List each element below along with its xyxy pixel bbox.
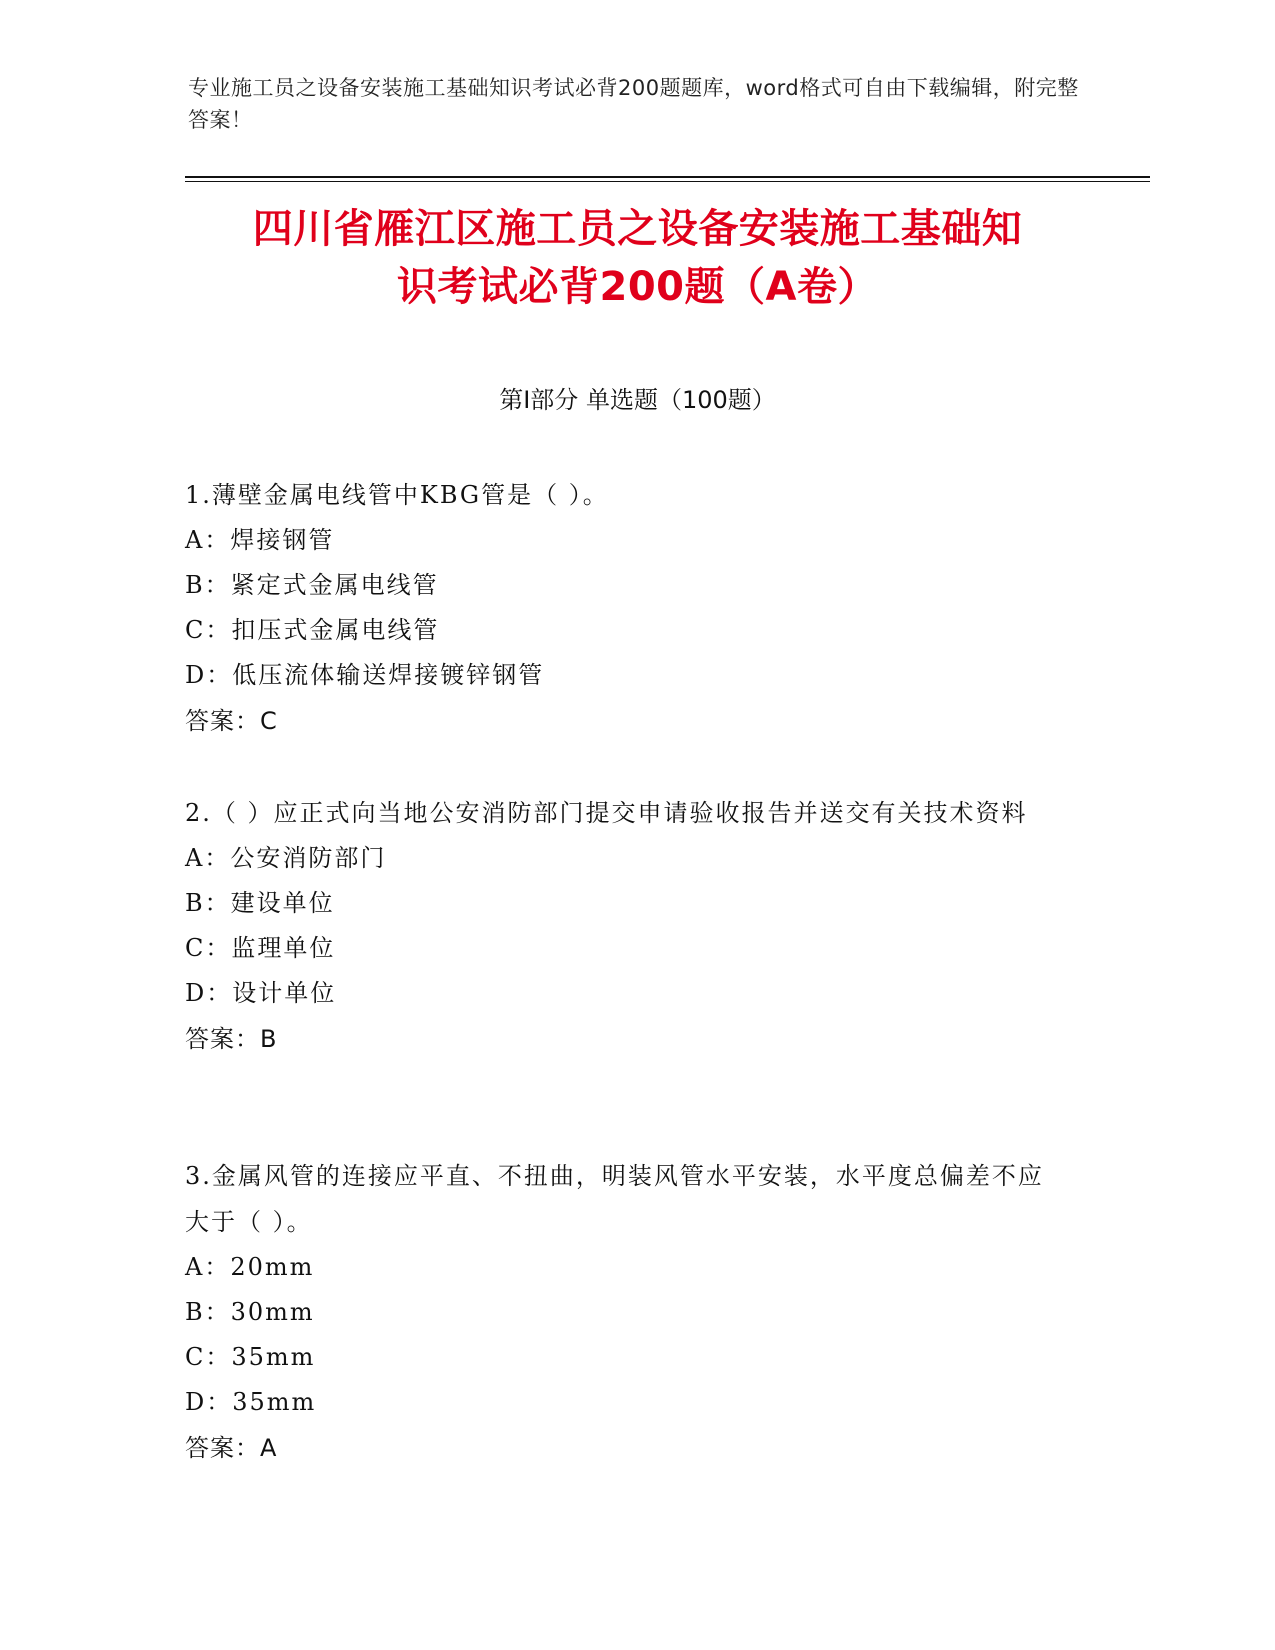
option-b: B：建设单位 xyxy=(185,889,335,917)
option-c: C：35mm xyxy=(185,1343,316,1371)
option-a: A：焊接钢管 xyxy=(185,526,335,554)
option-d: D：低压流体输送焊接镀锌钢管 xyxy=(185,661,545,689)
option-b: B：30mm xyxy=(185,1298,315,1326)
option-d: D：设计单位 xyxy=(185,979,337,1007)
answer: 答案：A xyxy=(185,1434,278,1462)
question-2 xyxy=(185,790,1065,1062)
answer: 答案：B xyxy=(185,1025,278,1053)
option-d: D：35mm xyxy=(185,1388,317,1416)
option-c: C：扣压式金属电线管 xyxy=(185,616,440,644)
document-title-line-1: 四川省雁江区施工员之设备安装施工基础知 xyxy=(252,206,1023,252)
question-stem: 3.金属风管的连接应平直、不扭曲，明装风管水平安装，水平度总偏差不应大于（ ）。 xyxy=(185,1162,1044,1236)
option-a: A：公安消防部门 xyxy=(185,844,387,872)
question-1 xyxy=(185,472,1065,744)
header-rule-thin xyxy=(185,181,1150,182)
section-title: 第Ⅰ部分 单选题（100题） xyxy=(499,386,776,414)
option-c: C：监理单位 xyxy=(185,934,336,962)
header-note: 专业施工员之设备安装施工基础知识考试必背200题题库，word格式可自由下载编辑，附完整答案！ xyxy=(188,76,1079,132)
option-a: A：20mm xyxy=(185,1253,315,1281)
answer: 答案：C xyxy=(185,707,278,735)
header-rule-thick xyxy=(185,176,1150,178)
question-stem: 2.（ ）应正式向当地公安消防部门提交申请验收报告并送交有关技术资料 xyxy=(185,799,1028,827)
question-3 xyxy=(185,1153,1065,1471)
option-b: B：紧定式金属电线管 xyxy=(185,571,439,599)
document-title-line-2: 识考试必背200题（A卷） xyxy=(397,264,878,310)
question-stem: 1.薄壁金属电线管中KBG管是（ ）。 xyxy=(185,481,609,509)
document-title xyxy=(150,200,1125,316)
